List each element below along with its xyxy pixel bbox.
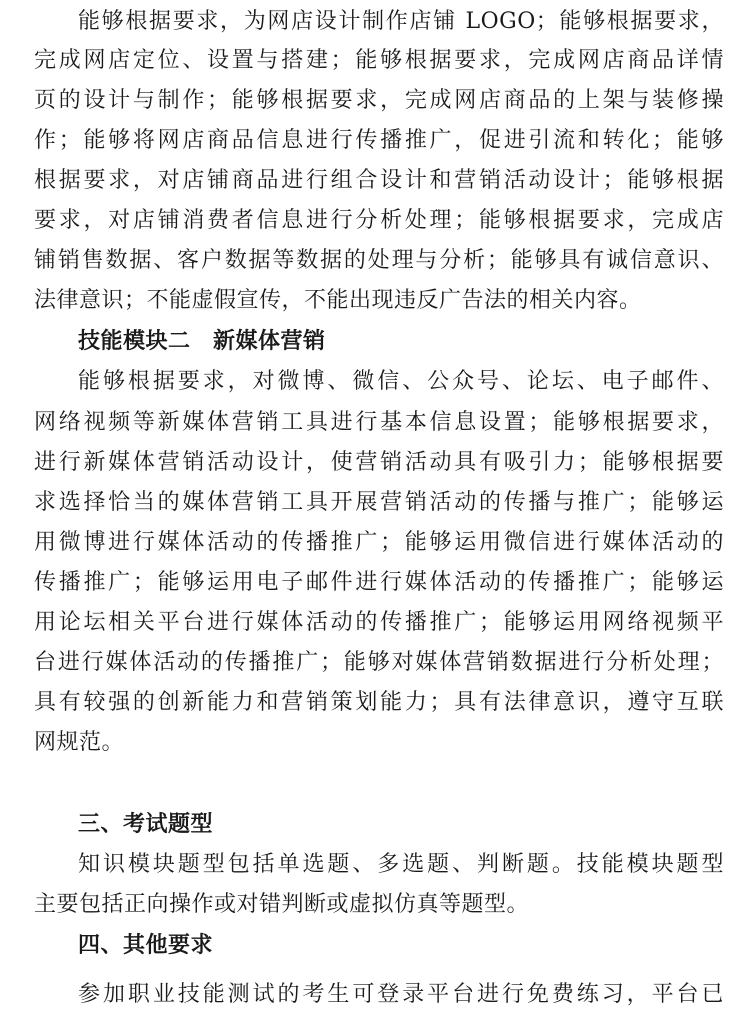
heading-skill-module-2: 技能模块二 新媒体营销 [78,329,326,354]
paragraph-1-line-4: 作；能够将网店商品信息进行传播推广，促进引流和转化；能够 [34,128,724,153]
paragraph-1-line-3: 页的设计与制作；能够根据要求，完成网店商品的上架与装修操 [34,88,724,113]
paragraph-2-line-3: 进行新媒体营销活动设计，使营销活动具有吸引力；能够根据要 [34,450,724,475]
paragraph-2-line-6: 传播推广；能够运用电子邮件进行媒体活动的传播推广；能够运 [34,570,724,595]
paragraph-2-line-10: 网规范。 [34,730,125,755]
paragraph-2-line-4: 求选择恰当的媒体营销工具开展营销活动的传播与推广；能够运 [34,490,724,515]
paragraph-3-line-2: 主要包括正向操作或对错判断或虚拟仿真等题型。 [34,892,530,917]
paragraph-1-line-2: 完成网店定位、设置与搭建；能够根据要求，完成网店商品详情 [34,48,724,73]
paragraph-2-line-9: 具有较强的创新能力和营销策划能力；具有法律意识，遵守互联 [34,690,724,715]
paragraph-3-line-1: 知识模块题型包括单选题、多选题、判断题。技能模块题型 [78,852,724,877]
paragraph-4-line-1: 参加职业技能测试的考生可登录平台进行免费练习，平台已 [78,982,724,1007]
paragraph-1-line-8: 法律意识；不能虚假宣传，不能出现违反广告法的相关内容。 [34,288,642,313]
paragraph-1-line-6: 要求，对店铺消费者信息进行分析处理；能够根据要求，完成店 [34,208,724,233]
paragraph-2-line-7: 用论坛相关平台进行媒体活动的传播推广；能够运用网络视频平 [34,610,724,635]
paragraph-2-line-8: 台进行媒体活动的传播推广；能够对媒体营销数据进行分析处理； [34,650,724,675]
paragraph-1-line-1: 能够根据要求，为网店设计制作店铺 LOGO；能够根据要求， [78,9,724,34]
heading-section-4: 四、其他要求 [78,933,214,958]
paragraph-1-line-5: 根据要求，对店铺商品进行组合设计和营销活动设计；能够根据 [34,168,724,193]
paragraph-2-line-2: 网络视频等新媒体营销工具进行基本信息设置；能够根据要求， [34,410,724,435]
heading-section-3: 三、考试题型 [78,812,214,837]
paragraph-1-line-7: 铺销售数据、客户数据等数据的处理与分析；能够具有诚信意识、 [34,248,724,273]
paragraph-2-line-1: 能够根据要求，对微博、微信、公众号、论坛、电子邮件、 [78,369,724,394]
paragraph-2-line-5: 用微博进行媒体活动的传播推广；能够运用微信进行媒体活动的 [34,530,724,555]
